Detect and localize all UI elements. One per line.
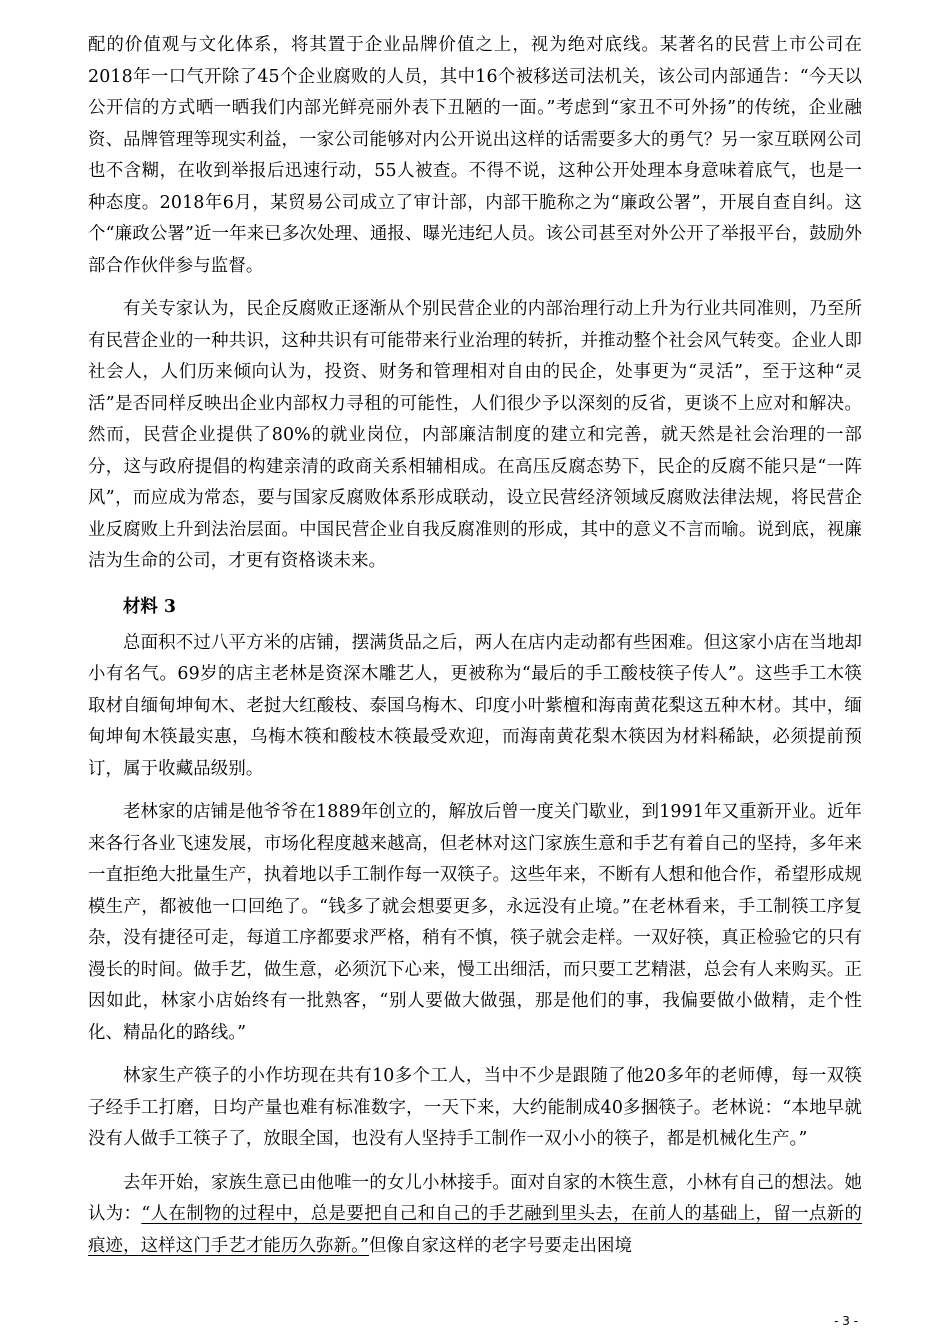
paragraph: 老林家的店铺是他爷爷在1889年创立的，解放后曾一度关门歇业，到1991年又重新开业。近年来各行各业飞速发展，市场化程度越来越高，但老林对这门家族生意和手艺有着自己的坚持，多年来一直拒绝大批量生产，执着地以手工制作每一双筷子。这些年来，不断有人想和他合作，希望形成规模生产，都被他一口回绝了。“钱多了就会想要更多，永远没有止境。”在老林看来，手工制筷工序复杂，没有捷径可走，每道工序都要求严格，稍有不慎，筷子就会走样。一双好筷，真正检验它的只有漫长的时间。做手艺，做生意，必须沉下心来，慢工出细活，而只要工艺精湛，总会有人来购买。正因如此，林家小店始终有一批熟客，“别人要做大做强，那是他们的事，我偏要做小做精，走个性化、精品化的路线。” — [88, 802, 862, 1043]
document-body — [88, 30, 862, 1274]
paragraph-text: 但像自家这样的老字号要走出困境 — [369, 1235, 633, 1256]
paragraph: 总面积不过八平方米的店铺，摆满货品之后，两人在店内走动都有些困难。但这家小店在当地却小有名气。69岁的店主老林是资深木雕艺人，更被称为“最后的手工酸枝筷子传人”。这些手工木筷取材自缅甸坤甸木、老挝大红酸枝、泰国乌梅木、印度小叶紫檀和海南黄花梨这五种木材。其中，缅甸坤甸木筷最实惠，乌梅木筷和酸枝木筷最受欢迎，而海南黄花梨木筷因为材料稀缺，必须提前预订，属于收藏品级别。 — [88, 632, 862, 779]
paragraph: 配的价值观与文化体系，将其置于企业品牌价值之上，视为绝对底线。某著名的民营上市公司在2018年一口气开除了45个企业腐败的人员，其中16个被移送司法机关，该公司内部通告：“今天以公开信的方式晒一晒我们内部光鲜亮丽外表下丑陋的一面。”考虑到“家丑不可外扬”的传统，企业融资、品牌管理等现实利益，一家公司能够对内公开说出这样的话需要多大的勇气？另一家互联网公司也不含糊，在收到举报后迅速行动，55人被查。不得不说，这种公开处理本身意味着底气，也是一种态度。2018年6月，某贸易公司成立了审计部，内部干脆称之为“廉政公署”，开展自查自纠。这个“廉政公署”近一年来已多次处理、通报、曝光违纪人员。该公司甚至对外公开了举报平台，鼓励外部合作伙伴参与监督。 — [88, 35, 862, 276]
paragraph-text: 去年开始，家族生意已由他唯一的女儿小林接手。面对自家的木筷生意，小林有自己的想法。她认为： — [88, 1172, 862, 1224]
section-heading: 材料 3 — [123, 596, 176, 617]
paragraph: 有关专家认为，民企反腐败正逐渐从个别民营企业的内部治理行动上升为行业共同准则，乃至所有民营企业的一种共识，这种共识有可能带来行业治理的转折，并推动整个社会风气转变。企业人即社会人，人们历来倾向认为，投资、财务和管理相对自由的民企，处事更为“灵活”，至于这种“灵活”是否同样反映出企业内部权力寻租的可能性，人们很少予以深刻的反省，更谈不上应对和解决。然而，民营企业提供了80%的就业岗位，内部廉洁制度的建立和完善，就天然是社会治理的一部分，这与政府提倡的构建亲清的政商关系相辅相成。在高压反腐态势下，民企的反腐不能只是“一阵风”，而应成为常态，要与国家反腐败体系形成联动，设立民营经济领域反腐败法律法规，将民营企业反腐败上升到法治层面。中国民营企业自我反腐准则的形成，其中的意义不言而喻。说到底，视廉洁为生命的公司，才更有资格谈未来。 — [88, 299, 862, 571]
page-number: - 3 - — [834, 1314, 858, 1328]
underlined-quote: “人在制物的过程中，总是要把自己和自己的手艺融到里头去，在前人的基础上，留一点新的痕迹，这样这门手艺才能历久弥新。” — [88, 1204, 863, 1256]
paragraph-last — [88, 1168, 862, 1263]
paragraph: 林家生产筷子的小作坊现在共有10多个工人，当中不少是跟随了他20多年的老师傅，每一双筷子经手工打磨，日均产量也难有标准数字，一天下来，大约能制成40多捆筷子。老林说：“本地早就没有人做手工筷子了，放眼全国，也没有人坚持手工制作一双小小的筷子，都是机械化生产。” — [88, 1066, 862, 1149]
